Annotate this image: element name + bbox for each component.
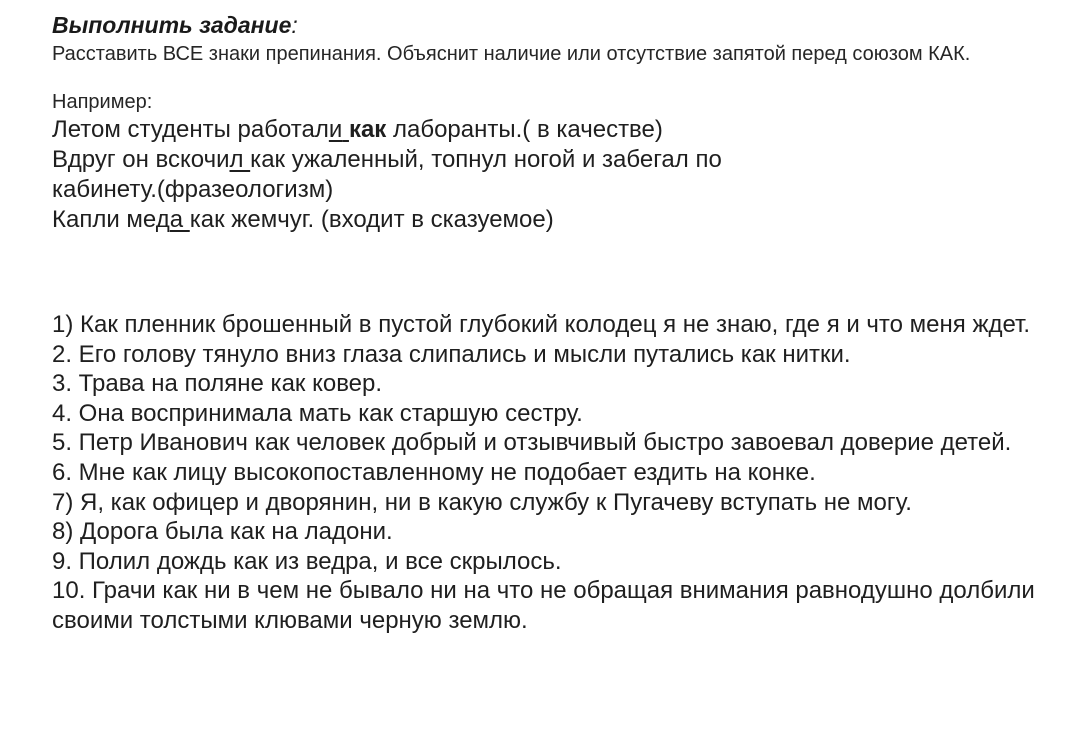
- example-1-underlined: и: [328, 116, 343, 143]
- example-label: Например:: [52, 91, 153, 113]
- example-2-line2: кабинету.(фразеологизм): [52, 176, 334, 203]
- example-1-post: лаборанты.( в качестве): [386, 116, 663, 143]
- example-2-underlined: л: [229, 146, 251, 173]
- exercise-item-9: 9. Полил дождь как из ведра, и все скрылось.: [52, 547, 562, 575]
- example-2: [52, 145, 722, 205]
- exercise-item-1: 1) Как пленник брошенный в пустой глубокий колодец я не знаю, где я и что меня ждет.: [52, 311, 1031, 338]
- example-2-pre: Вдруг он вскочи: [52, 146, 230, 173]
- exercise-item-7: 7) Я, как офицер и дворянин, ни в какую службу к Пугачеву вступать не могу.: [52, 488, 912, 516]
- example-1-pre: Летом студенты работал: [52, 116, 329, 143]
- example-3-post: как жемчуг. (входит в сказуемое): [189, 206, 554, 233]
- exercise-item-4: 4. Она воспринимала мать как старшую сестру.: [52, 399, 583, 427]
- exercise-item-8: 8) Дорога была как на ладони.: [52, 518, 393, 546]
- exercise-item-3: 3. Трава на поляне как ковер.: [52, 370, 383, 398]
- example-1: [52, 115, 663, 145]
- task-heading-text: Выполнить задание: [52, 12, 292, 38]
- exercise-item-10: 10. Грачи как ни в чем не бывало ни на что не обращая внимания равнодушно долбили своими толстыми клювами черную землю.: [52, 577, 1035, 634]
- example-3-pre: Капли мед: [52, 206, 170, 233]
- exercise-list: [52, 310, 1052, 636]
- example-3-underlined: а: [169, 206, 190, 233]
- task-instruction: Расставить ВСЕ знаки препинания. Объяснит наличие или отсутствие запятой перед союзом КАК.: [52, 43, 971, 65]
- example-1-space: [342, 116, 349, 143]
- task-heading: [52, 10, 298, 40]
- task-heading-colon: :: [291, 12, 298, 38]
- exercise-item-6: 6. Мне как лицу высокопоставленному не подобает ездить на конке.: [52, 458, 816, 486]
- exercise-item-5: 5. Петр Иванович как человек добрый и отзывчивый быстро завоевал доверие детей.: [52, 429, 1012, 457]
- example-3: [52, 205, 554, 235]
- example-2-post: как ужаленный, топнул ногой и забегал по: [250, 146, 722, 173]
- exercise-item-2: 2. Его голову тянуло вниз глаза слипались и мысли путались как нитки.: [52, 340, 851, 368]
- example-1-bold-conjunction: как: [348, 116, 387, 143]
